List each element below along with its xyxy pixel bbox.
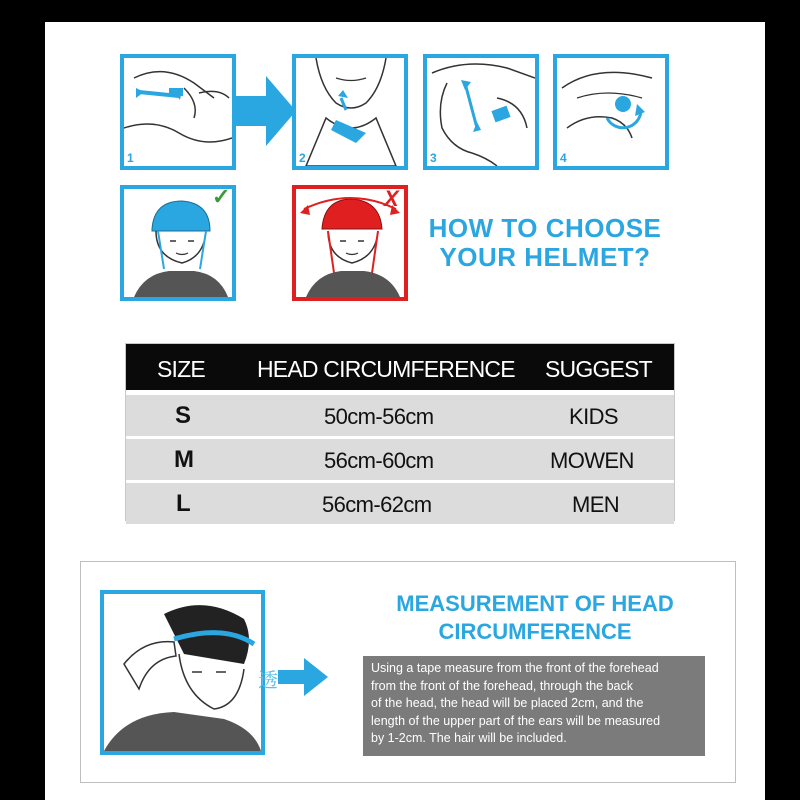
measurement-description: Using a tape measure from the front of the forehead from the front of the forehead, through the back of the head, the head will be placed 2cm, and the length of the upper part of the ears will be measured by 1-2cm. The hair will be included. <box>363 656 705 756</box>
header-suggest: SUGGEST <box>545 356 652 382</box>
step-number: 4 <box>560 151 567 165</box>
side-strap-adjust-illustration <box>427 58 535 166</box>
header-circumference: HEAD CIRCUMFERENCE <box>257 356 515 382</box>
circumference-cell: 56cm-60cm <box>324 448 434 473</box>
step-number: 1 <box>127 151 134 165</box>
size-table <box>125 343 675 521</box>
strap-fastening-illustration <box>124 58 232 166</box>
table-row <box>126 439 674 480</box>
size-cell: S <box>175 402 191 429</box>
circumference-cell: 50cm-56cm <box>324 404 434 429</box>
suggest-cell: MOWEN <box>550 448 634 473</box>
measurement-title <box>360 590 710 646</box>
header-size: SIZE <box>157 356 205 382</box>
step-1-panel <box>120 54 236 170</box>
head-measuring-illustration <box>104 594 261 751</box>
headline-line-1: HOW TO CHOOSE <box>428 213 662 243</box>
chin-strap-illustration <box>296 58 404 166</box>
size-cell: M <box>174 446 194 473</box>
measurement-title-line-1: MEASUREMENT OF HEAD <box>396 591 674 616</box>
suggest-cell: MEN <box>572 492 620 517</box>
table-row <box>126 483 674 524</box>
headline-line-2: YOUR HELMET? <box>439 242 651 272</box>
step-4-panel <box>553 54 669 170</box>
circumference-cell: 56cm-62cm <box>322 492 432 517</box>
watermark-glyph: 透 <box>258 670 278 692</box>
step-number: 2 <box>299 151 306 165</box>
correct-check-icon: ✓ <box>212 184 231 209</box>
step-3-panel <box>423 54 539 170</box>
size-cell: L <box>176 490 191 517</box>
arrow-right-icon <box>236 76 296 146</box>
arrow-right-icon <box>278 658 328 696</box>
step-number: 3 <box>430 151 437 165</box>
table-header <box>126 344 674 390</box>
wrong-x-icon: X <box>384 186 399 211</box>
suggest-cell: KIDS <box>569 404 618 429</box>
measurement-panel <box>100 590 265 755</box>
table-row <box>126 395 674 436</box>
rear-dial-adjust-illustration <box>557 58 665 166</box>
step-2-panel <box>292 54 408 170</box>
how-to-choose-heading <box>420 214 670 272</box>
measurement-title-line-2: CIRCUMFERENCE <box>438 619 632 644</box>
